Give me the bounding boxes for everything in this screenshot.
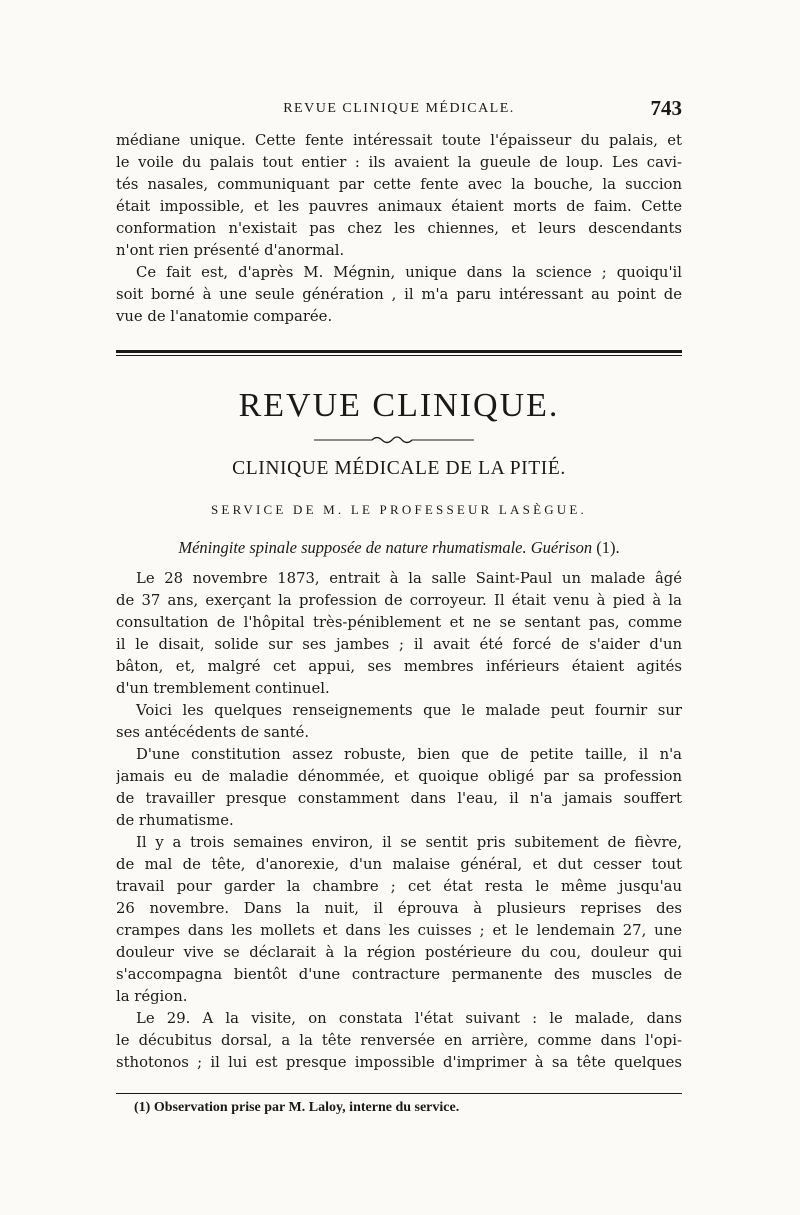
- section-divider: [116, 350, 682, 358]
- text-line: Ce fait est, d'après M. Mégnin, unique dans la science ; quoiqu'il: [136, 264, 682, 281]
- text-line: tés nasales, communiquant par cette fente avec la bouche, la succion: [116, 176, 682, 193]
- text-line: 26 novembre. Dans la nuit, il éprouva à plusieurs reprises des: [116, 900, 682, 917]
- text-line: s'accompagna bientôt d'une contracture permanente des muscles de: [116, 966, 682, 983]
- text-line: il le disait, solide sur ses jambes ; il avait été forcé de s'aider d'un: [116, 636, 682, 653]
- text-line: d'un tremblement continuel.: [116, 680, 330, 697]
- text-line: vue de l'anatomie comparée.: [116, 308, 333, 325]
- text-line: de 37 ans, exerçant la profession de corroyeur. Il était venu à pied à la: [116, 592, 682, 609]
- text-line: ses antécédents de santé.: [116, 724, 310, 741]
- footnote: (1) Observation prise par M. Laloy, interne du service.: [134, 1100, 460, 1115]
- divider-thick-rule: [116, 350, 682, 353]
- top-paragraph: [116, 130, 682, 328]
- case-title: [116, 538, 682, 558]
- text-line: soit borné à une seule génération , il m'a paru intéressant au point de: [116, 286, 682, 303]
- footnote-rule: [116, 1093, 682, 1094]
- section-title: REVUE CLINIQUE.: [238, 387, 560, 424]
- text-line: douleur vive se déclarait à la région postérieure du cou, douleur qui: [116, 944, 682, 961]
- text-line: de rhumatisme.: [116, 812, 234, 829]
- text-line: le décubitus dorsal, a la tête renversée en arrière, comme dans l'opi-: [116, 1032, 682, 1049]
- text-line: bâton, et, malgré cet appui, ses membres inférieurs étaient agités: [116, 658, 682, 675]
- case-title-text: Méningite spinale supposée de nature rhumatismale. Guérison: [178, 538, 593, 557]
- clinic-title: CLINIQUE MÉDICALE DE LA PITIÉ.: [232, 458, 566, 479]
- divider-thin-rule: [116, 355, 682, 356]
- text-line: médiane unique. Cette fente intéressait toute l'épaisseur du palais, et: [116, 132, 682, 149]
- text-line: travail pour garder la chambre ; cet état resta le même jusqu'au: [116, 878, 682, 895]
- text-line: jamais eu de maladie dénommée, et quoique obligé par sa profession: [116, 768, 682, 785]
- text-line: D'une constitution assez robuste, bien que de petite taille, il n'a: [136, 746, 682, 763]
- text-line: de mal de tête, d'anorexie, d'un malaise général, et dut cesser tout: [116, 856, 682, 873]
- text-line: la région.: [116, 988, 188, 1005]
- text-line: crampes dans les mollets et dans les cuisses ; et le lendemain 27, une: [116, 922, 682, 939]
- text-line: était impossible, et les pauvres animaux étaient morts de faim. Cette: [116, 198, 682, 215]
- text-line: consultation de l'hôpital très-péniblement et ne se sentant pas, comme: [116, 614, 682, 631]
- text-line: Le 29. A la visite, on constata l'état suivant : le malade, dans: [136, 1010, 682, 1027]
- text-line: Il y a trois semaines environ, il se sentit pris subitement de fièvre,: [136, 834, 682, 851]
- text-line: n'ont rien présenté d'anormal.: [116, 242, 345, 259]
- service-line: SERVICE DE M. LE PROFESSEUR LASÈGUE.: [211, 502, 587, 517]
- body-text: [116, 568, 682, 1074]
- text-line: conformation n'existait pas chez les chiennes, et leurs descendants: [116, 220, 682, 237]
- footnote-reference: (1).: [596, 538, 620, 557]
- ornament-flourish-icon: [314, 433, 474, 447]
- text-line: le voile du palais tout entier : ils avaient la gueule de loup. Les cavi-: [116, 154, 682, 171]
- text-line: Le 28 novembre 1873, entrait à la salle Saint-Paul un malade âgé: [136, 570, 682, 587]
- text-line: Voici les quelques renseignements que le malade peut fournir sur: [136, 702, 682, 719]
- page-header: [116, 96, 682, 126]
- text-line: sthotonos ; il lui est presque impossible d'imprimer à sa tête quelques: [116, 1054, 682, 1071]
- page-number: 743: [650, 96, 682, 120]
- running-title: REVUE CLINIQUE MÉDICALE.: [283, 101, 515, 116]
- text-line: de travailler presque constamment dans l'eau, il n'a jamais souffert: [116, 790, 682, 807]
